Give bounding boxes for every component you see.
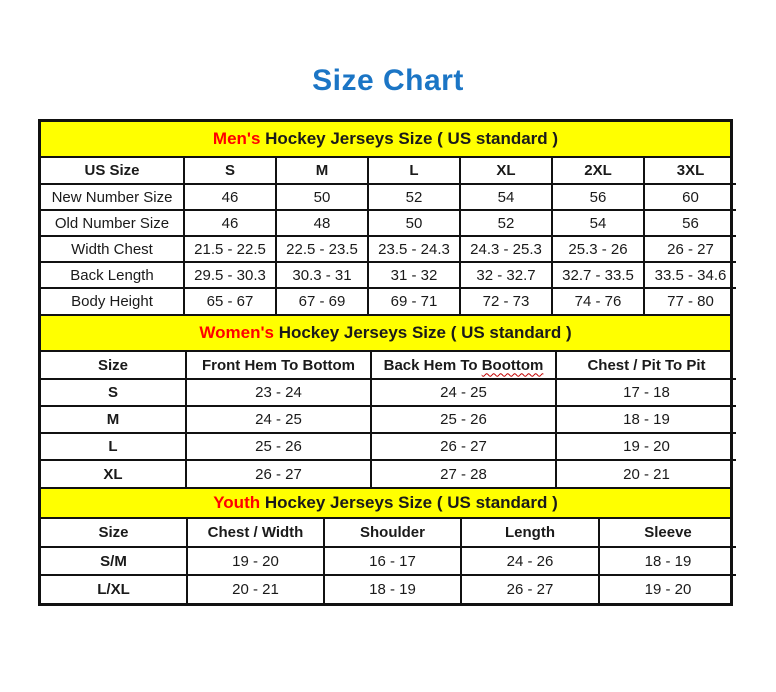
womens-col-header: Size	[41, 352, 186, 379]
mens-banner-rest: Hockey Jerseys Size ( US standard )	[260, 129, 559, 148]
womens-cell: 26 - 27	[186, 460, 371, 487]
womens-cell: 25 - 26	[371, 406, 556, 433]
womens-cell: 27 - 28	[371, 460, 556, 487]
mens-col-header: L	[368, 158, 460, 184]
womens-cell: 26 - 27	[371, 433, 556, 460]
mens-cell: 24.3 - 25.3	[460, 236, 552, 262]
mens-cell: 52	[460, 210, 552, 236]
youth-cell: 16 - 17	[324, 547, 461, 575]
mens-col-header: 3XL	[644, 158, 736, 184]
mens-cell: 46	[184, 184, 276, 210]
youth-header-row	[41, 519, 736, 547]
womens-cell: 24 - 25	[186, 406, 371, 433]
womens-cell: 18 - 19	[556, 406, 736, 433]
mens-cell: 32.7 - 33.5	[552, 262, 644, 288]
womens-section-banner	[41, 314, 730, 352]
table-row	[41, 288, 736, 314]
size-chart-container	[38, 119, 733, 606]
youth-row-label: S/M	[41, 547, 187, 575]
mens-cell: 56	[552, 184, 644, 210]
back-hem-misspelled-word: Boottom	[481, 356, 544, 374]
mens-cell: 23.5 - 24.3	[368, 236, 460, 262]
table-row	[41, 262, 736, 288]
youth-size-table	[41, 519, 736, 603]
mens-row-label: New Number Size	[41, 184, 184, 210]
youth-col-header: Length	[461, 519, 599, 547]
mens-cell: 48	[276, 210, 368, 236]
table-row	[41, 184, 736, 210]
youth-col-header: Sleeve	[599, 519, 736, 547]
womens-cell: 20 - 21	[556, 460, 736, 487]
mens-cell: 22.5 - 23.5	[276, 236, 368, 262]
mens-cell: 21.5 - 22.5	[184, 236, 276, 262]
womens-size-table	[41, 352, 736, 487]
womens-banner-rest: Hockey Jerseys Size ( US standard )	[273, 323, 572, 342]
womens-cell: 19 - 20	[556, 433, 736, 460]
table-row	[41, 460, 736, 487]
table-row	[41, 433, 736, 460]
youth-cell: 18 - 19	[324, 575, 461, 603]
mens-cell: 30.3 - 31	[276, 262, 368, 288]
womens-row-label: S	[41, 379, 186, 406]
womens-cell: 24 - 25	[371, 379, 556, 406]
youth-col-header: Size	[41, 519, 187, 547]
mens-col-header: XL	[460, 158, 552, 184]
mens-col-header: M	[276, 158, 368, 184]
mens-cell: 65 - 67	[184, 288, 276, 314]
mens-cell: 50	[368, 210, 460, 236]
mens-cell: 33.5 - 34.6	[644, 262, 736, 288]
womens-row-label: XL	[41, 460, 186, 487]
womens-col-header: Front Hem To Bottom	[186, 352, 371, 379]
womens-col-header-back-hem	[371, 352, 556, 379]
mens-header-row	[41, 158, 736, 184]
table-row	[41, 575, 736, 603]
womens-row-label: M	[41, 406, 186, 433]
youth-col-header: Chest / Width	[187, 519, 324, 547]
mens-cell: 52	[368, 184, 460, 210]
mens-cell: 67 - 69	[276, 288, 368, 314]
mens-col-header: 2XL	[552, 158, 644, 184]
mens-cell: 77 - 80	[644, 288, 736, 314]
mens-row-label: Back Length	[41, 262, 184, 288]
mens-cell: 54	[460, 184, 552, 210]
mens-cell: 56	[644, 210, 736, 236]
mens-col-header: S	[184, 158, 276, 184]
womens-banner-highlight: Women's	[199, 323, 274, 342]
mens-section-banner	[41, 122, 730, 158]
mens-cell: 69 - 71	[368, 288, 460, 314]
table-row	[41, 547, 736, 575]
youth-cell: 18 - 19	[599, 547, 736, 575]
mens-row-label: Body Height	[41, 288, 184, 314]
mens-cell: 32 - 32.7	[460, 262, 552, 288]
mens-row-label: Old Number Size	[41, 210, 184, 236]
mens-cell: 72 - 73	[460, 288, 552, 314]
womens-header-row	[41, 352, 736, 379]
youth-cell: 19 - 20	[599, 575, 736, 603]
womens-cell: 25 - 26	[186, 433, 371, 460]
table-row	[41, 210, 736, 236]
mens-cell: 50	[276, 184, 368, 210]
mens-row-label: Width Chest	[41, 236, 184, 262]
youth-col-header: Shoulder	[324, 519, 461, 547]
mens-cell: 25.3 - 26	[552, 236, 644, 262]
mens-cell: 31 - 32	[368, 262, 460, 288]
womens-cell: 23 - 24	[186, 379, 371, 406]
youth-banner-highlight: Youth	[213, 493, 261, 512]
youth-cell: 24 - 26	[461, 547, 599, 575]
back-hem-prefix: Back Hem To	[383, 356, 482, 374]
youth-cell: 19 - 20	[187, 547, 324, 575]
womens-cell: 17 - 18	[556, 379, 736, 406]
page-title: Size Chart	[312, 64, 464, 97]
womens-row-label: L	[41, 433, 186, 460]
mens-cell: 26 - 27	[644, 236, 736, 262]
table-row	[41, 406, 736, 433]
youth-cell: 20 - 21	[187, 575, 324, 603]
mens-cell: 54	[552, 210, 644, 236]
mens-cell: 74 - 76	[552, 288, 644, 314]
table-row	[41, 379, 736, 406]
mens-col-header: US Size	[41, 158, 184, 184]
mens-cell: 46	[184, 210, 276, 236]
mens-cell: 29.5 - 30.3	[184, 262, 276, 288]
table-row	[41, 236, 736, 262]
mens-size-table	[41, 158, 736, 314]
youth-section-banner	[41, 487, 730, 519]
womens-col-header: Chest / Pit To Pit	[556, 352, 736, 379]
mens-cell: 60	[644, 184, 736, 210]
youth-banner-rest: Hockey Jerseys Size ( US standard )	[260, 493, 558, 512]
mens-banner-highlight: Men's	[212, 129, 261, 148]
youth-row-label: L/XL	[41, 575, 187, 603]
youth-cell: 26 - 27	[461, 575, 599, 603]
